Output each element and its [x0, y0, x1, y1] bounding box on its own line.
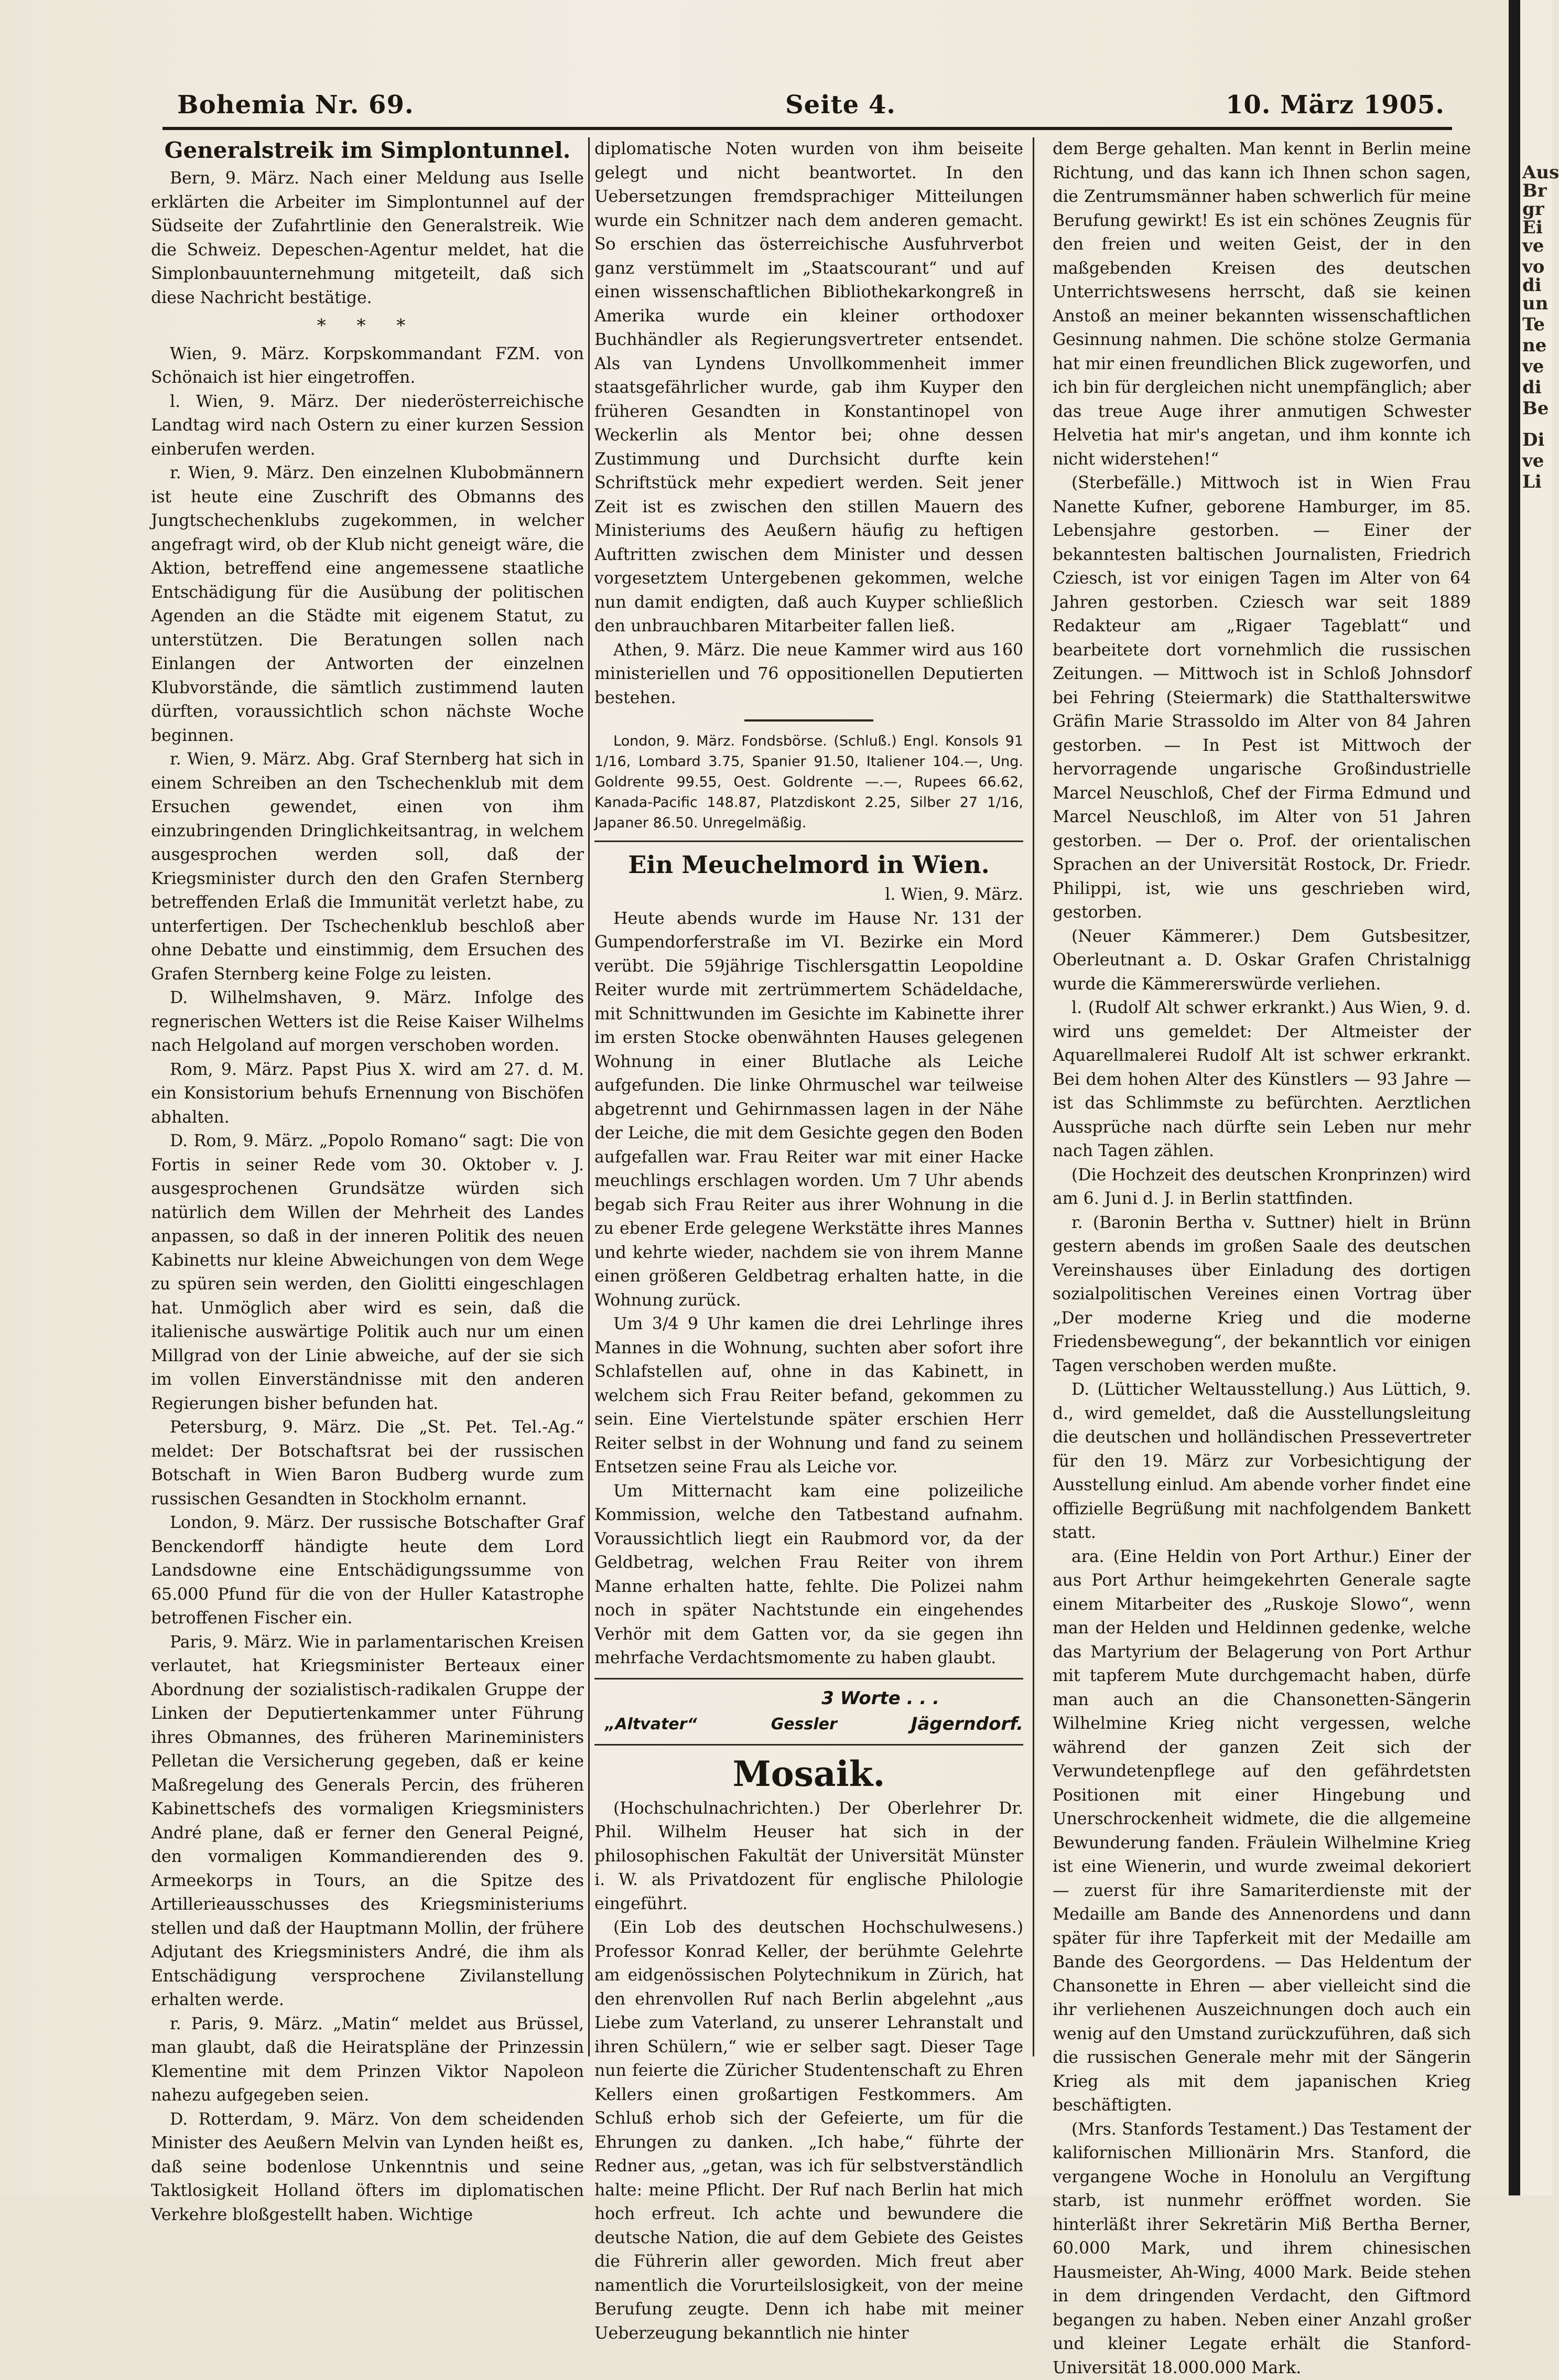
adjacent-page-text-fragment: vo	[1522, 257, 1544, 277]
adjacent-page-edge	[1520, 0, 1552, 2195]
news-paragraph: Um Mitternacht kam eine polizeiliche Kommission, welche den Tatbestand aufnahm. Voraussichtlich liegt ein Raubmord vor, da der Geldbetrag, welchen Frau Reiter von ihrem Manne erhalten hatte, fehlte. Die Polizei nahm noch in später Nachtstunde ein eingehendes Verhör mit dem Gatten vor, da sie gegen ihn mehrfache Verdachtsmomente zu haben glaubt.	[594, 1480, 1023, 1671]
advertisement-word: Gessler	[771, 1713, 837, 1737]
article-title-murder: Ein Meuchelmord in Wien.	[594, 849, 1023, 880]
news-paragraph: r. Paris, 9. März. „Matin“ meldet aus Brüssel, man glaubt, daß die Heiratspläne der Prinzessin Klementine mit dem Prinzen Viktor Napoleon nahezu aufgegeben seien.	[151, 2012, 584, 2108]
section-rule	[744, 719, 873, 721]
news-paragraph: ara. (Eine Heldin von Port Arthur.) Einer der aus Port Arthur heimgekehrten Generale sagte einem Mitarbeiter des „Ruskoje Slowo“, wenn man der Helden und Heldinnen gedenke, welche das Martyrium der Belagerung von Port Arthur mit tapferem Mute durchgemacht haben, dürfe man auch an die Chansonetten-Sängerin Wilhelmine Krieg nicht vergessen, welche während der ganzen Zeit sich der Verwundetenpflege auf den gefährdetsten Positionen mit einer Hingebung und Unerschrockenheit widmete, die die allgemeine Bewunderung fanden. Fräulein Wilhelmine Krieg ist eine Wienerin, und wurde zweimal dekoriert — zuerst für ihre Samariterdienste mit der Medaille am Bande des Annenordens und dann später für ihre Tapferkeit mit der Medaille am Bande des Georgordens. — Das Heldentum der Chansonette in Ehren — aber vielleicht sind die ihr verliehenen Auszeichnungen doch auch ein wenig auf den Umstand zurückzuführen, daß sich die russischen Generale mehr mit der Sängerin Krieg als mit dem japanischen Krieg beschäftigten.	[1053, 1545, 1471, 2118]
news-paragraph: l. (Rudolf Alt schwer erkrankt.) Aus Wien, 9. d. wird uns gemeldet: Der Altmeister der Aquarellmalerei Rudolf Alt ist schwer erkrankt. Bei dem hohen Alter des Künstlers — 93 Jahre — ist das Schlimmste zu befürchten. Aerztlichen Aussprüche nach dürfte sein Leben nur mehr nach Tagen zählen.	[1053, 996, 1471, 1164]
advertisement	[594, 1710, 1023, 1737]
news-paragraph: r. Wien, 9. März. Abg. Graf Sternberg hat sich in einem Schreiben an den Tschechenklub mit dem Ersuchen gewendet, einen von ihm einzubringenden Dringlichkeitsantrag, in welchem ausgesprochen werden soll, daß der Kriegsminister durch den den Grafen Sternberg betreffenden Erlaß die Immunität verletzt habe, zu unterfertigen. Der Tschechenklub beschloß aber ohne Debatte und einstimmig, dem Ersuchen des Grafen Sternberg keine Folge zu leisten.	[151, 748, 584, 986]
adjacent-page-text-fragment: Be	[1522, 399, 1549, 418]
news-paragraph: D. Rotterdam, 9. März. Von dem scheidenden Minister des Aeußern Melvin van Lynden heißt es, daß seine bodenlose Unkenntnis und seine Taktlosigkeit Holland öfters im diplomatischen Verkehre bloßgestellt haben. Wichtige	[151, 2108, 584, 2227]
section-rule	[594, 841, 1023, 842]
adjacent-page-text-fragment: di	[1522, 275, 1542, 295]
news-paragraph: D. Rom, 9. März. „Popolo Romano“ sagt: Die von Fortis in seiner Rede vom 30. Oktober v. J. ausgesprochenen Grundsätze würden sich natürlich dem Willen der Mehrheit des Landes anpassen, so daß in der inneren Politik des neuen Kabinetts nur kleine Abweichungen von dem Wege zu spüren sein werden, den Giolitti eingeschlagen hat. Unmöglich aber wird es sein, daß die italienische auswärtige Politik auch nur um einen Millgrad von der Linie abweiche, auf der sie sich im vollen Einverständnisse mit den anderen Regierungen bisher befunden hat.	[151, 1129, 584, 1416]
news-paragraph: Heute abends wurde im Hause Nr. 131 der Gumpendorferstraße im VI. Bezirke ein Mord verübt. Die 59jährige Tischlersgattin Leopoldine Reiter wurde mit zertrümmertem Schädeldache, mit Schnittwunden im Gesichte im Kabinette ihrer im ersten Stocke obenwähnten Hauses gelegenen Wohnung in einer Blutlache als Leiche aufgefunden. Die linke Ohrmuschel war teilweise abgetrennt und Gehirnmassen lagen in der Nähe der Leiche, die mit dem Gesichte gegen den Boden aufgefallen war. Frau Reiter war mit einer Hacke meuchlings erschlagen worden. Um 7 Uhr abends begab sich Frau Reiter aus ihrer Wohnung in die zu ebener Erde gelegene Werkstätte ihres Mannes und kehrte wieder, nachdem sie von ihrem Manne einen größeren Geldbetrag erhalten hatte, in die Wohnung zurück.	[594, 907, 1023, 1313]
news-paragraph: D. Wilhelmshaven, 9. März. Infolge des regnerischen Wetters ist die Reise Kaiser Wilhelms nach Helgoland auf morgen verschoben worden.	[151, 986, 584, 1058]
news-paragraph: London, 9. März. Der russische Botschafter Graf Benckendorff händigte heute dem Lord Landsdowne eine Entschädigungssumme von 65.000 Pfund für die von der Huller Katastrophe betroffenen Fischer ein.	[151, 1511, 584, 1631]
column-1	[151, 137, 584, 2056]
news-paragraph: diplomatische Noten wurden von ihm beiseite gelegt und nicht beantwortet. In den Uebersetzungen fremdsprachiger Mitteilungen wurde ein Schnitzer nach dem anderen gemacht. So erschien das österreichische Ausfuhrverbot ganz verstümmelt im „Staatscourant“ und auf einen wissenschaftlichen Bibliothekarkongreß in Amerika wurde ein kleiner orthodoxer Buchhändler als Regierungsvertreter entsendet. Als van Lyndens Unvollkommenheit immer staatsgefährlicher wurde, gab ihm Kuyper den früheren Gesandten in Konstantinopel von Weckerlin als Mentor bei; ohne dessen Zustimmung und Durchsicht durfte kein Schriftstück mehr expediert werden. Seit jener Zeit ist es zwischen den stillen Mauern des Ministeriums des Aeußern häufig zu heftigen Auftritten zwischen dem Minister und dessen vorgesetztem Untergebenen gekommen, welche nun damit endigten, daß auch Kuyper schließlich den unbrauchbaren Mitarbeiter fallen ließ.	[594, 137, 1023, 639]
advertisement-word: „Altvater“	[605, 1713, 697, 1737]
advertisement-word: Jägerndorf.	[911, 1713, 1023, 1737]
section-rule	[594, 1744, 1023, 1746]
adjacent-page-text-fragment: Di	[1522, 430, 1544, 450]
adjacent-page-text-fragment: ve	[1522, 451, 1544, 471]
header-page-number: Seite 4.	[785, 90, 896, 120]
page-header	[177, 90, 1445, 125]
section-rule	[594, 1678, 1023, 1679]
adjacent-page-text-fragment: Br	[1522, 181, 1547, 201]
header-rule	[163, 127, 1452, 130]
news-paragraph: Athen, 9. März. Die neue Kammer wird aus 160 ministeriellen und 76 oppositionellen Deputierten bestehen.	[594, 639, 1023, 710]
news-paragraph: r. Wien, 9. März. Den einzelnen Klubobmännern ist heute eine Zuschrift des Obmanns des Jungtschechenklubs zugekommen, in welcher angefragt wird, ob der Klub nicht geneigt wäre, die Aktion, betreffend eine angemessene staatliche Entschädigung für die Ausübung der politischen Agenden an die Städte mit eigenem Statut, zu unterstützen. Die Beratungen sollen nach Einlangen der Antworten der einzelnen Klubvorstände, die sämtlich zustimmend lauten dürften, voraussichtlich schon nächste Woche beginnen.	[151, 461, 584, 748]
column-divider	[1033, 137, 1034, 2056]
column-3	[1053, 137, 1471, 2056]
news-paragraph: Um 3/4 9 Uhr kamen die drei Lehrlinge ihres Mannes in die Wohnung, suchten aber sofort ihre Schlafstellen auf, ohne in das Kabinett, in welchem sich Frau Reiter befand, gekommen zu sein. Eine Viertelstunde später erschien Herr Reiter selbst in der Wohnung und fand zu seinem Entsetzen seine Frau als Leiche vor.	[594, 1312, 1023, 1480]
adjacent-page-text-fragment: Aus	[1522, 163, 1559, 182]
column-2	[594, 137, 1023, 2056]
adjacent-page-text-fragment: gr	[1522, 199, 1544, 219]
news-paragraph: (Hochschulnachrichten.) Der Oberlehrer Dr. Phil. Wilhelm Heuser hat sich in der philosophischen Fakultät der Universität Münster i. W. als Privatdozent für englische Philologie eingeführt.	[594, 1797, 1023, 1916]
news-paragraph: Bern, 9. März. Nach einer Meldung aus Iselle erklärten die Arbeiter im Simplontunnel auf der Südseite der Zufahrtlinie den Generalstreik. Wie die Schweiz. Depeschen-Agentur meldet, hat die Simplonbauunternehmung mitgeteilt, daß sich diese Nachricht bestätige.	[151, 167, 584, 310]
news-paragraph: Wien, 9. März. Korpskommandant FZM. von Schönaich ist hier eingetroffen.	[151, 342, 584, 390]
news-paragraph: D. (Lütticher Weltausstellung.) Aus Lüttich, 9. d., wird gemeldet, daß die Ausstellungsleitung die deutschen und holländischen Pressevertreter für den 19. März zur Vorbesichtigung der Ausstellung einlud. Am abende vorher findet eine offizielle Begrüßung mit nachfolgendem Bankett statt.	[1053, 1378, 1471, 1545]
adjacent-page-text-fragment: Te	[1522, 315, 1545, 335]
adjacent-page-text-fragment: Ei	[1522, 218, 1543, 238]
news-paragraph: (Mrs. Stanfords Testament.) Das Testament der kalifornischen Millionärin Mrs. Stanford, die vergangene Woche in Honolulu an Vergiftung starb, ist nunmehr eröffnet worden. Sie hinterläßt ihrer Sekretärin Miß Bertha Berner, 60.000 Mark, und ihrem chinesischen Hausmeister, Ah-Wing, 4000 Mark. Beide stehen in dem dringenden Verdacht, den Giftmord begangen zu haben. Neben einer Anzahl großer und kleiner Legate erhält die Stanford-Universität 18.000.000 Mark.	[1053, 2118, 1471, 2380]
article-dateline: l. Wien, 9. März.	[594, 883, 1023, 907]
column-divider	[588, 137, 590, 2056]
news-paragraph: (Neuer Kämmerer.) Dem Gutsbesitzer, Oberleutnant a. D. Oskar Grafen Christalnigg wurde die Kämmererswürde verliehen.	[1053, 925, 1471, 997]
adjacent-page-text-fragment: un	[1522, 294, 1548, 314]
news-paragraph: Paris, 9. März. Wie in parlamentarischen Kreisen verlautet, hat Kriegsminister Berteaux einer Abordnung der sozialistisch-radikalen Gruppe der Linken der Deputiertenkammer unter Führung ihres Obmannes, des früheren Marineministers Pelletan die Versicherung gegeben, daß er keine Maßregelung des Generals Percin, des früheren Kabinettschefs des vormaligen Kriegsministers André plane, daß er ferner den General Peigné, den vormaligen Kommandierenden des 9. Armeekorps in Tours, an die Spitze des Artillerieausschusses des Kriegsministeriums stellen und daß der Hauptmann Mollin, der frühere Adjutant des Kriegsministers André, die ihm als Entschädigung versprochene Zivilanstellung erhalten werde.	[151, 1631, 584, 2012]
news-paragraph: Petersburg, 9. März. Die „St. Pet. Tel.-Ag.“ meldet: Der Botschaftsrat bei der russischen Botschaft in Wien Baron Budberg wurde zum russischen Gesandten in Stockholm ernannt.	[151, 1416, 584, 1511]
adjacent-page-text-fragment: di	[1522, 378, 1542, 397]
header-date: 10. März 1905.	[1226, 90, 1445, 120]
news-paragraph: Rom, 9. März. Papst Pius X. wird am 27. d. M. ein Konsistorium behufs Ernennung von Bischöfen abhalten.	[151, 1058, 584, 1130]
section-title-mosaik: Mosaik.	[594, 1753, 1023, 1795]
adjacent-page-text-fragment: Li	[1522, 472, 1542, 492]
news-paragraph: l. Wien, 9. März. Der niederösterreichische Landtag wird nach Ostern zu einer kurzen Session einberufen werden.	[151, 390, 584, 462]
news-paragraph: r. (Baronin Bertha v. Suttner) hielt in Brünn gestern abends im großen Saale des deutschen Vereinshauses über Einladung des dortigen sozialpolitischen Vereines einen Vortrag über „Der moderne Krieg und die moderne Friedensbewegung“, der bekanntlich vor einigen Tagen verschoben werden mußte.	[1053, 1211, 1471, 1379]
header-paper-issue: Bohemia Nr. 69.	[177, 90, 414, 120]
adjacent-page-text-fragment: ne	[1522, 336, 1546, 356]
adjacent-page-text-fragment: ve	[1522, 236, 1544, 256]
article-title-simplon: Generalstreik im Simplontunnel.	[151, 137, 584, 164]
news-paragraph: dem Berge gehalten. Man kennt in Berlin meine Richtung, und das kann ich Ihnen schon sagen, die Zentrumsmänner haben schwerlich für meine Berufung gewirkt! Es ist ein schönes Zeugnis für den freien und weiten Geist, der in den maßgebenden Kreisen des deutschen Unterrichtswesens herrscht, daß sie keinen Anstoß an meiner bekannten wissenschaftlichen Gesinnung nahmen. Die schöne stolze Germania hat mir einen freundlichen Blick zugeworfen, und ich bin für dergleichen nicht unempfänglich; aber das treue Auge ihrer anmutigen Schwester Helvetia hat mir's angetan, und ihm konnte ich nicht widerstehen!“	[1053, 137, 1471, 471]
adjacent-page-text-fragment: ve	[1522, 357, 1544, 376]
section-separator-stars: * * *	[151, 314, 584, 338]
news-paragraph: (Die Hochzeit des deutschen Kronprinzen) wird am 6. Juni d. J. in Berlin stattfinden.	[1053, 1164, 1471, 1211]
news-paragraph: (Ein Lob des deutschen Hochschulwesens.) Professor Konrad Keller, der berühmte Gelehrte am eidgenössischen Polytechnikum in Zürich, hat den ehrenvollen Ruf nach Berlin abgelehnt „aus Liebe zum Vaterland, zu unserer Lehranstalt und ihren Schülern,“ wie er selber sagt. Dieser Tage nun feierte die Züricher Studentenschaft zu Ehren Kellers einen großartigen Festkommers. Am Schluß erhob sich der Gefeierte, um für die Ehrungen zu danken. „Ich habe,“ führte der Redner aus, „getan, was ich für selbstverständlich halte: meine Pflicht. Der Ruf nach Berlin hat mich hoch erfreut. Ich achte und bewundere die deutsche Nation, die auf dem Gebiete des Geistes die Führerin aller geworden. Mich freut aber namentlich die Vorurteilslosigkeit, von der meine Berufung zeugte. Denn ich habe mit meiner Ueberzeugung bekanntlich nie hinter	[594, 1916, 1023, 2345]
advertisement-line: 3 Worte . . .	[594, 1687, 1023, 1711]
news-paragraph: (Sterbefälle.) Mittwoch ist in Wien Frau Nanette Kufner, geborene Hamburger, im 85. Lebensjahre gestorben. — Einer der bekanntesten baltischen Journalisten, Friedrich Cziesch, ist vor einigen Tagen im Alter von 64 Jahren gestorben. Cziesch war seit 1889 Redakteur am „Rigaer Tageblatt“ und bearbeitete dort vornehmlich die russischen Zeitungen. — Mittwoch ist in Schloß Johnsdorf bei Fehring (Steiermark) die Statthalterswitwe Gräfin Marie Strassoldo im Alter von 84 Jahren gestorben. — In Pest ist Mittwoch der hervorragende ungarische Großindustrielle Marcel Neuschloß, Chef der Firma Edmund und Marcel Neuschloß, im Alter von 51 Jahren gestorben. — Der o. Prof. der orientalischen Sprachen an der Universität Rostock, Dr. Friedr. Philippi, ist, wie uns geschrieben wird, gestorben.	[1053, 471, 1471, 925]
stock-exchange-report: London, 9. März. Fondsbörse. (Schluß.) Engl. Konsols 91 1/16, Lombard 3.75, Spanier 91.50, Italiener 104.—, Ung. Goldrente 99.55, Oest. Goldrente —.—, Rupees 66.62, Kanada-Pacific 148.87, Platzdiskont 2.25, Silber 27 1/16, Japaner 86.50. Unregelmäßig.	[594, 731, 1023, 833]
